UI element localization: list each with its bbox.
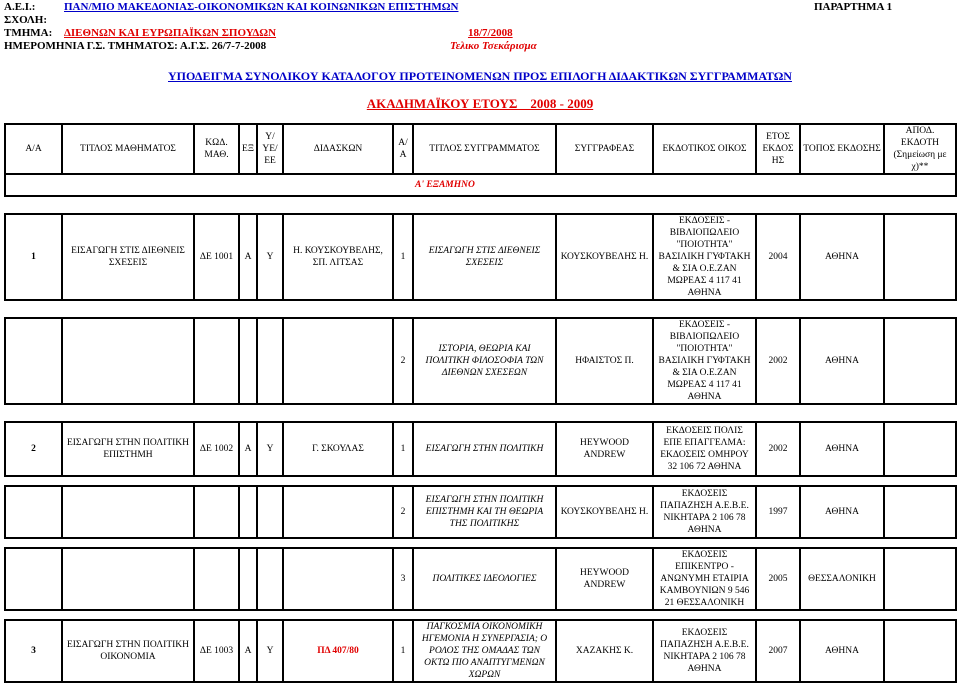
book-title: ΕΙΣΑΓΩΓΗ ΣΤΙΣ ΔΙΕΘΝΕΙΣ ΣΧΕΣΕΙΣ: [413, 214, 556, 300]
publisher: ΕΚΔΟΣΕΙΣ ΠΟΛΙΣ ΕΠΕ ΕΠΑΓΓΕΛΜΑ: ΕΚΔΟΣΕΙΣ ΟΜΗΡΟΥ 32 106 72 ΑΘΗΝΑ: [653, 422, 756, 476]
book-aa: 2: [393, 486, 413, 538]
publisher-receipt: [884, 486, 956, 538]
column-header-row: [5, 124, 956, 174]
col-author: ΣΥΓΓΡΑΦΕΑΣ: [556, 124, 653, 174]
academic-year: ΑΚΑΔΗΜΑΪΚΟΥ ΕΤΟΥΣ 2008 - 2009: [366, 96, 594, 111]
semester: Α: [239, 214, 257, 300]
course-code: [194, 486, 239, 538]
col-book-title: ΤΙΤΛΟΣ ΣΥΓΓΡΑΜΜΑΤΟΣ: [413, 124, 556, 174]
semester-row: [5, 174, 956, 196]
author: HEYWOOD ANDREW: [556, 422, 653, 476]
department-label: ΤΜΗΜΑ:: [4, 27, 53, 39]
col-place: ΤΟΠΟΣ ΕΚΔΟΣΗΣ: [800, 124, 884, 174]
place: ΘΕΣΣΑΛΟΝΙΚΗ: [800, 548, 884, 610]
place: ΑΘΗΝΑ: [800, 214, 884, 300]
university-name: ΠΑΝ/ΜΙΟ ΜΑΚΕΔΟΝΙΑΣ-ΟΙΚΟΝΟΜΙΚΩΝ ΚΑΙ ΚΟΙΝΩΝΙΚΩΝ ΕΠΙΣΤΗΜΩΝ: [64, 1, 459, 13]
row-aa: [5, 318, 62, 404]
place: ΑΘΗΝΑ: [800, 422, 884, 476]
publisher-receipt: [884, 620, 956, 682]
col-semester: ΕΞ: [239, 124, 257, 174]
teacher: [283, 548, 393, 610]
author: ΧΑΖΑΚΗΣ Κ.: [556, 620, 653, 682]
course-title: ΕΙΣΑΓΩΓΗ ΣΤΙΣ ΔΙΕΘΝΕΙΣ ΣΧΕΣΕΙΣ: [62, 214, 194, 300]
textbook-table: [4, 123, 957, 683]
course-type: [257, 486, 283, 538]
semester-label: Α' ΕΞΑΜΗΝΟ: [413, 174, 653, 196]
table-row: [5, 422, 956, 476]
table-row: [5, 620, 956, 682]
publisher: ΕΚΔΟΣΕΙΣ - ΒΙΒΛΙΟΠΩΛΕΙΟ "ΠΟΙΟΤΗΤΑ" ΒΑΣΙΛΙΚΗ ΓΥΦΤΑΚΗ & ΣΙΑ Ο.Ε.ΖΑΝ ΜΩΡΕΑΣ 4 117 41 ΑΘΗΝΑ: [653, 318, 756, 404]
col-publisher-receipt: ΑΠΟΔ. ΕΚΔΟΤΗ (Σημείωση με χ)**: [884, 124, 956, 174]
document-title: ΥΠΟΔΕΙΓΜΑ ΣΥΝΟΛΙΚΟΥ ΚΑΤΑΛΟΓΟΥ ΠΡΟΤΕΙΝΟΜΕΝΩΝ ΠΡΟΣ ΕΠΙΛΟΓΗ ΔΙΔΑΚΤΙΚΩΝ ΣΥΓΓΡΑΜΜΑΤΩΝ: [168, 69, 792, 83]
publisher-receipt: [884, 422, 956, 476]
col-course-title: ΤΙΤΛΟΣ ΜΑΘΗΜΑΤΟΣ: [62, 124, 194, 174]
author: ΗΦΑΙΣΤΟΣ Π.: [556, 318, 653, 404]
year: 2004: [756, 214, 800, 300]
row-aa: 2: [5, 422, 62, 476]
col-year: ΕΤΟΣ ΕΚΔΟΣ ΗΣ: [756, 124, 800, 174]
publisher: ΕΚΔΟΣΕΙΣ ΠΑΠΑΖΗΣΗ Α.Ε.Β.Ε. ΝΙΚΗΤΑΡΑ 2 106 78 ΑΘΗΝΑ: [653, 486, 756, 538]
book-aa: 1: [393, 214, 413, 300]
publisher-receipt: [884, 214, 956, 300]
place: ΑΘΗΝΑ: [800, 318, 884, 404]
appendix-label: ΠΑΡΑΡΤΗΜΑ 1: [814, 1, 893, 13]
department-name: ΔΙΕΘΝΩΝ ΚΑΙ ΕΥΡΩΠΑΪΚΩΝ ΣΠΟΥΔΩΝ: [64, 27, 277, 39]
book-aa: 3: [393, 548, 413, 610]
course-title: ΕΙΣΑΓΩΓΗ ΣΤΗΝ ΠΟΛΙΤΙΚΗ ΕΠΙΣΤΗΜΗ: [62, 422, 194, 476]
col-course-code: ΚΩΔ. ΜΑΘ.: [194, 124, 239, 174]
semester: [239, 548, 257, 610]
table-row: [5, 486, 956, 538]
course-code: ΔΕ 1002: [194, 422, 239, 476]
meeting-info: ΗΜΕΡΟΜΗΝΙΑ Γ.Σ. ΤΜΗΜΑΤΟΣ: Α.Γ.Σ. 26/7-7-2008: [4, 40, 267, 52]
col-book-aa: Α/Α: [393, 124, 413, 174]
book-title: ΠΟΛΙΤΙΚΕΣ ΙΔΕΟΛΟΓΙΕΣ: [413, 548, 556, 610]
course-code: ΔΕ 1001: [194, 214, 239, 300]
col-type: Υ/ΥΕ/ ΕΕ: [257, 124, 283, 174]
author: ΚΟΥΣΚΟΥΒΕΛΗΣ Η.: [556, 486, 653, 538]
course-type: [257, 548, 283, 610]
row-aa: [5, 486, 62, 538]
publisher-receipt: [884, 318, 956, 404]
col-aa: Α/Α: [5, 124, 62, 174]
year: 2002: [756, 318, 800, 404]
course-type: [257, 318, 283, 404]
book-title: ΙΣΤΟΡΙΑ, ΘΕΩΡΙΑ ΚΑΙ ΠΟΛΙΤΙΚΗ ΦΙΛΟΣΟΦΙΑ ΤΩΝ ΔΙΕΘΝΩΝ ΣΧΕΣΕΩΝ: [413, 318, 556, 404]
course-code: [194, 318, 239, 404]
book-aa: 2: [393, 318, 413, 404]
semester: [239, 318, 257, 404]
year: 2002: [756, 422, 800, 476]
course-type: Υ: [257, 422, 283, 476]
status-label: Τελικο Τσεκάρισμα: [450, 40, 537, 52]
place: ΑΘΗΝΑ: [800, 486, 884, 538]
book-title: ΠΑΓΚΟΣΜΙΑ ΟΙΚΟΝΟΜΙΚΗ ΗΓΕΜΟΝΙΑ Η ΣΥΝΕΡΓΑΣΙΑ; Ο ΡΟΛΟΣ ΤΗΣ ΟΜΑΔΑΣ ΤΩΝ ΟΚΤΩ ΠΙΟ ΑΝΑΠΤΥΓΜΕΝΩΝ ΧΩΡΩΝ: [413, 620, 556, 682]
teacher: [283, 486, 393, 538]
place: ΑΘΗΝΑ: [800, 620, 884, 682]
document-date: 18/7/2008: [468, 27, 513, 39]
course-code: ΔΕ 1003: [194, 620, 239, 682]
course-type: Υ: [257, 214, 283, 300]
teacher: Η. ΚΟΥΣΚΟΥΒΕΛΗΣ, ΣΠ. ΛΙΤΣΑΣ: [283, 214, 393, 300]
school-label: ΣΧΟΛΗ:: [4, 14, 47, 26]
book-title: ΕΙΣΑΓΩΓΗ ΣΤΗΝ ΠΟΛΙΤΙΚΗ: [413, 422, 556, 476]
row-aa: 3: [5, 620, 62, 682]
teacher: [283, 318, 393, 404]
semester: Α: [239, 620, 257, 682]
row-aa: [5, 548, 62, 610]
publisher-receipt: [884, 548, 956, 610]
teacher: ΠΔ 407/80: [283, 620, 393, 682]
publisher: ΕΚΔΟΣΕΙΣ - ΒΙΒΛΙΟΠΩΛΕΙΟ "ΠΟΙΟΤΗΤΑ" ΒΑΣΙΛΙΚΗ ΓΥΦΤΑΚΗ & ΣΙΑ Ο.Ε.ΖΑΝ ΜΩΡΕΑΣ 4 117 41 ΑΘΗΝΑ: [653, 214, 756, 300]
table-row: [5, 214, 956, 300]
publisher: ΕΚΔΟΣΕΙΣ ΕΠΙΚΕΝΤΡΟ - ΑΝΩΝΥΜΗ ΕΤΑΙΡΙΑ ΚΑΜΒΟΥΝΙΩΝ 9 546 21 ΘΕΣΣΑΛΟΝΙΚΗ: [653, 548, 756, 610]
col-publisher: ΕΚΔΟΤΙΚΟΣ ΟΙΚΟΣ: [653, 124, 756, 174]
author: HEYWOOD ANDREW: [556, 548, 653, 610]
teacher: Γ. ΣΚΟΥΛΑΣ: [283, 422, 393, 476]
course-title: [62, 548, 194, 610]
course-title: ΕΙΣΑΓΩΓΗ ΣΤΗΝ ΠΟΛΙΤΙΚΗ ΟΙΚΟΝΟΜΙΑ: [62, 620, 194, 682]
table-row: [5, 318, 956, 404]
book-aa: 1: [393, 422, 413, 476]
course-title: [62, 486, 194, 538]
row-aa: 1: [5, 214, 62, 300]
institution-label: Α.Ε.Ι.:: [4, 1, 36, 13]
semester: [239, 486, 257, 538]
year: 1997: [756, 486, 800, 538]
table-row: [5, 548, 956, 610]
course-code: [194, 548, 239, 610]
course-title: [62, 318, 194, 404]
year: 2007: [756, 620, 800, 682]
author: ΚΟΥΣΚΟΥΒΕΛΗΣ Η.: [556, 214, 653, 300]
book-title: ΕΙΣΑΓΩΓΗ ΣΤΗΝ ΠΟΛΙΤΙΚΗ ΕΠΙΣΤΗΜΗ ΚΑΙ ΤΗ ΘΕΩΡΙΑ ΤΗΣ ΠΟΛΙΤΙΚΗΣ: [413, 486, 556, 538]
publisher: ΕΚΔΟΣΕΙΣ ΠΑΠΑΖΗΣΗ Α.Ε.Β.Ε. ΝΙΚΗΤΑΡΑ 2 106 78 ΑΘΗΝΑ: [653, 620, 756, 682]
semester: Α: [239, 422, 257, 476]
book-aa: 1: [393, 620, 413, 682]
year: 2005: [756, 548, 800, 610]
course-type: Υ: [257, 620, 283, 682]
col-teacher: ΔΙΔΑΣΚΩΝ: [283, 124, 393, 174]
